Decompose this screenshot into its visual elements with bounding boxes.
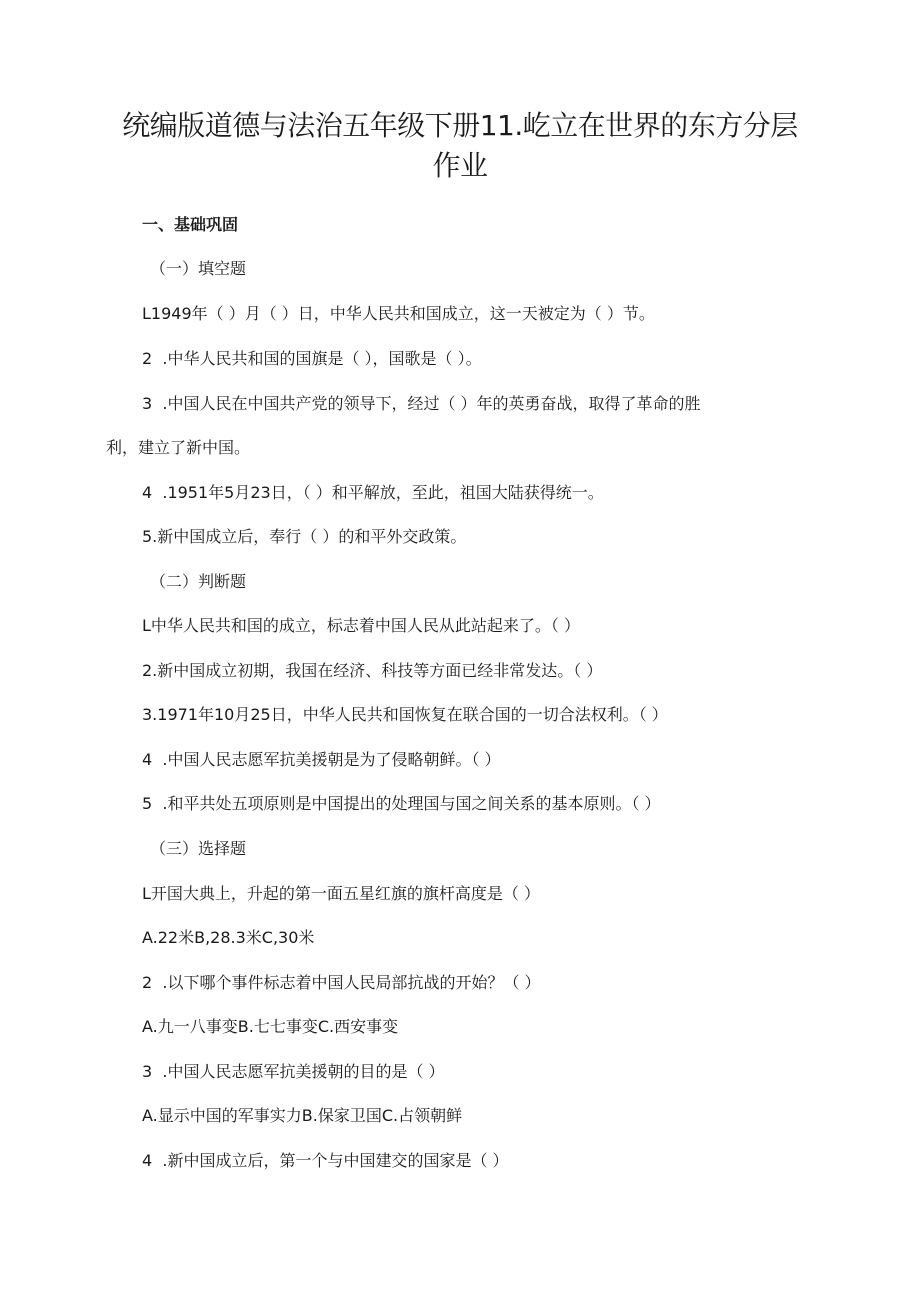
- choice-question-3-options: A.显示中国的军事实力B.保家卫国C.占领朝鲜: [142, 1106, 463, 1125]
- judge-question-1: L中华人民共和国的成立，标志着中国人民从此站起来了。（ ）: [142, 616, 581, 635]
- document-title: [110, 106, 810, 186]
- subheading-fill-blank: （一）填空题: [150, 259, 247, 278]
- judge-question-4: 4 .中国人民志愿军抗美援朝是为了侵略朝鲜。（ ）: [142, 750, 501, 769]
- fill-question-2: 2 .中华人民共和国的国旗是（ ），国歌是（ ）。: [142, 349, 482, 368]
- fill-question-5: 5.新中国成立后，奉行（ ）的和平外交政策。: [142, 527, 467, 546]
- choice-question-3: 3 .中国人民志愿军抗美援朝的目的是（ ）: [142, 1062, 445, 1081]
- fill-question-3-line-1: 3 .中国人民在中国共产党的领导下，经过（ ）年的英勇奋战，取得了革命的胜: [142, 394, 701, 413]
- judge-question-2: 2.新中国成立初期，我国在经济、科技等方面已经非常发达。（ ）: [142, 661, 603, 680]
- fill-question-4: 4 .1951年5月23日，（ ）和平解放，至此，祖国大陆获得统一。: [142, 483, 604, 502]
- subheading-multiple-choice: （三）选择题: [150, 839, 247, 858]
- title-line-2: 作业: [432, 149, 488, 182]
- fill-question-3-line-2: 利，建立了新中国。: [106, 438, 251, 457]
- choice-question-2-options: A.九一八事变B.七七事变C.西安事变: [142, 1017, 399, 1036]
- fill-question-1: L1949年（ ）月（ ）日，中华人民共和国成立，这一天被定为（ ）节。: [142, 304, 655, 323]
- subheading-true-false: （二）判断题: [150, 572, 247, 591]
- choice-question-4: 4 .新中国成立后，第一个与中国建交的国家是（ ）: [142, 1151, 509, 1170]
- section-heading-basic: 一、基础巩固: [142, 215, 239, 234]
- choice-question-1-options: A.22米B,28.3米C,30米: [142, 928, 315, 947]
- choice-question-2: 2 .以下哪个事件标志着中国人民局部抗战的开始？（ ）: [142, 973, 541, 992]
- title-line-1: 统编版道德与法治五年级下册11.屹立在世界的东方分层: [122, 109, 798, 142]
- choice-question-1: L开国大典上，升起的第一面五星红旗的旗杆高度是（ ）: [142, 884, 541, 903]
- judge-question-5: 5 .和平共处五项原则是中国提出的处理国与国之间关系的基本原则。（ ）: [142, 794, 661, 813]
- judge-question-3: 3.1971年10月25日，中华人民共和国恢复在联合国的一切合法权利。（ ）: [142, 705, 668, 724]
